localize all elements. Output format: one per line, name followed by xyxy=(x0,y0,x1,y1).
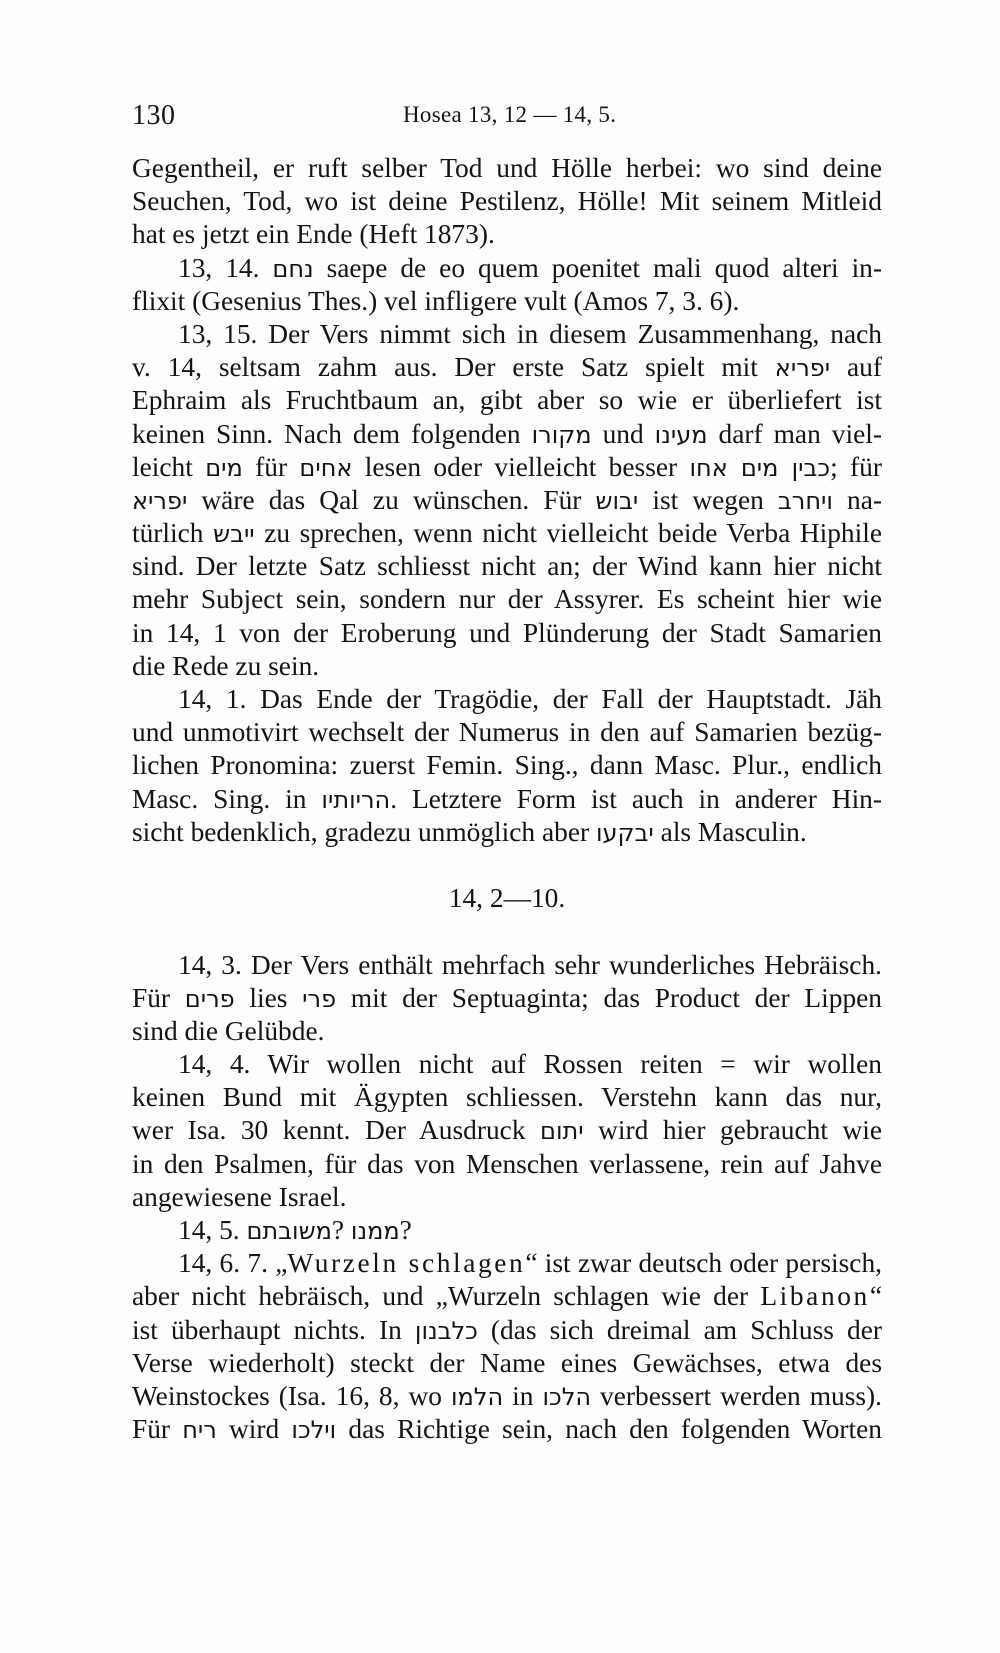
hebrew-word: וילכו xyxy=(291,1416,337,1445)
text-line: Für פרים lies פרי mit der Septuaginta; das Product der Lippen xyxy=(132,982,882,1013)
text-line: lichen Pronomina: zuerst Femin. Sing., dann Masc. Plur., endlich xyxy=(132,750,882,781)
text-line: angewiesene Israel. xyxy=(132,1181,347,1212)
section-heading: 14, 2—10. xyxy=(448,883,566,914)
hebrew-word: מים xyxy=(205,453,243,482)
text-line: aber nicht hebräisch, und „Wurzeln schlagen wie der Libanon“ xyxy=(132,1281,882,1312)
spaced-emphasis: Libanon xyxy=(760,1281,870,1312)
text-line: keinen Sinn. Nach dem folgenden מקורו und מעינו darf man viel- xyxy=(132,418,882,449)
hebrew-word: ריח xyxy=(182,1416,217,1445)
text-line: flixit (Gesenius Thes.) vel infligere vult (Amos 7, 3. 6). xyxy=(132,285,740,316)
text-line: in 14, 1 von der Eroberung und Plünderung der Stadt Samarien xyxy=(132,617,882,648)
text-line: 13, 14. נחם saepe de eo quem poenitet mali quod alteri in- xyxy=(178,252,882,283)
hebrew-word: פרים xyxy=(184,984,235,1013)
text-line: Masc. Sing. in הריותיו. Letztere Form ist auch in anderer Hin- xyxy=(132,783,882,814)
text-line: hat es jetzt ein Ende (Heft 1873). xyxy=(132,219,495,250)
page-body xyxy=(132,152,882,1446)
hebrew-word: הלכו xyxy=(542,1382,592,1411)
hebrew-word: נחם xyxy=(272,254,314,283)
text-line: türlich ייבש zu sprechen, wenn nicht vielleicht beide Verba Hiphile xyxy=(132,518,882,549)
text-line: Verse wiederholt) steckt der Name eines Gewächses, etwa des xyxy=(132,1347,882,1378)
text-line: Seuchen, Tod, wo ist deine Pestilenz, Hölle! Mit seinem Mitleid xyxy=(132,186,882,217)
hebrew-word: יפריא xyxy=(132,486,188,515)
text-line: sicht bedenklich, gradezu unmöglich aber יבקעו als Masculin. xyxy=(132,816,807,847)
hebrew-word: הריותיו xyxy=(321,785,391,814)
text-line: Für ריח wird וילכו das Richtige sein, nach den folgenden Worten xyxy=(132,1414,882,1445)
text-line: Ephraim als Fruchtbaum an, gibt aber so wie er überliefert ist xyxy=(132,385,882,416)
text-line: ist überhaupt nichts. In כלבנון (das sich dreimal am Schluss der xyxy=(132,1314,882,1345)
hebrew-word: ויחרב xyxy=(777,486,833,515)
spacer xyxy=(132,849,882,882)
hebrew-word: יפריא xyxy=(774,354,831,383)
text-line: die Rede zu sein. xyxy=(132,650,320,681)
text-line: sind. Der letzte Satz schliesst nicht an; der Wind kann hier nicht xyxy=(132,551,882,582)
text-line: und unmotivirt wechselt der Numerus in den auf Samarien bezüg- xyxy=(132,717,882,748)
hebrew-word: אחים xyxy=(299,453,353,482)
text-line: 14, 3. Der Vers enthält mehrfach sehr wunderliches Hebräisch. xyxy=(178,949,882,980)
text-line: leicht מים für אחים lesen oder vielleicht besser כבין מים אחו; für xyxy=(132,451,882,482)
text-line: mehr Subject sein, sondern nur der Assyrer. Es scheint hier wie xyxy=(132,584,882,615)
text-line: Gegentheil, er ruft selber Tod und Hölle herbei: wo sind deine xyxy=(132,153,882,183)
text-line: Weinstockes (Isa. 16, 8, wo הלמו in הלכו verbessert werden muss). xyxy=(132,1380,882,1411)
text-line: 14, 4. Wir wollen nicht auf Rossen reiten = wir wollen xyxy=(178,1049,882,1080)
hebrew-word: מקורו xyxy=(531,420,592,449)
hebrew-word: כלבנון xyxy=(414,1316,478,1345)
hebrew-word: מעינו xyxy=(654,420,708,449)
running-title: Hosea 13, 12 — 14, 5. xyxy=(403,102,617,127)
hebrew-phrase: כבין מים אחו xyxy=(689,453,831,482)
text-line: 14, 5. משובתם? ממנו? xyxy=(178,1215,412,1245)
hebrew-word: הלמו xyxy=(450,1382,504,1411)
hebrew-word: משובתם xyxy=(246,1217,332,1245)
hebrew-word: יבוש xyxy=(595,486,639,515)
text-line: 13, 15. Der Vers nimmt sich in diesem Zusammenhang, nach xyxy=(178,318,882,349)
text-line: sind die Gelübde. xyxy=(132,1015,325,1046)
text-line: keinen Bund mit Ägypten schliessen. Verstehn kann das nur, xyxy=(132,1082,882,1113)
spaced-emphasis: Wurzeln schlagen xyxy=(287,1248,526,1279)
text-line: v. 14, seltsam zahm aus. Der erste Satz spielt mit יפריא auf xyxy=(132,352,882,383)
hebrew-word: ייבש xyxy=(213,520,255,549)
text-line: wer Isa. 30 kennt. Der Ausdruck יתום wird hier gebraucht wie xyxy=(132,1115,882,1146)
hebrew-word: ממנו xyxy=(350,1217,400,1245)
text-line: 14, 6. 7. „Wurzeln schlagen“ ist zwar deutsch oder persisch, xyxy=(178,1248,883,1279)
text-line: יפריא wäre das Qal zu wünschen. Für יבוש ist wegen ויחרב na- xyxy=(132,484,882,515)
text-line: in den Psalmen, für das von Menschen verlassene, rein auf Jahve xyxy=(132,1148,882,1179)
hebrew-word: פרי xyxy=(302,984,337,1013)
spacer xyxy=(132,915,882,948)
text-line: 14, 1. Das Ende der Tragödie, der Fall der Hauptstadt. Jäh xyxy=(178,684,882,714)
hebrew-word: יתום xyxy=(540,1117,584,1146)
hebrew-word: יבקעו xyxy=(595,818,654,847)
page-number: 130 xyxy=(132,100,176,131)
page-header xyxy=(0,96,1000,136)
